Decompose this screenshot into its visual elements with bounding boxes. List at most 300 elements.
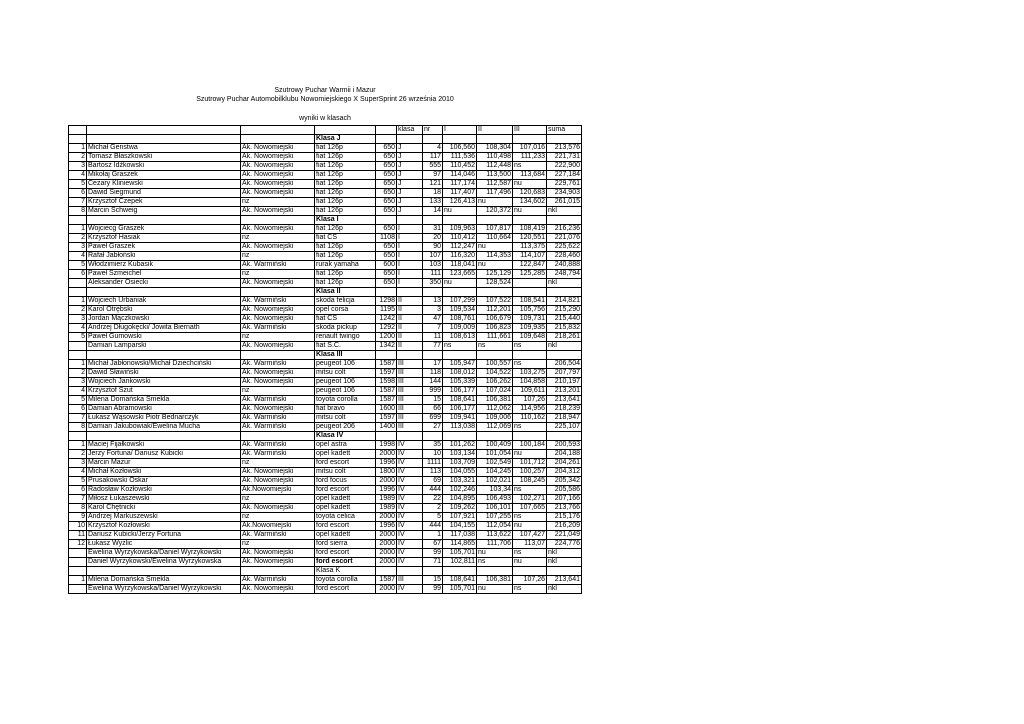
cell-total: 213,641 <box>547 396 582 405</box>
cell-capacity: 1600 <box>376 405 397 414</box>
table-row <box>69 333 582 342</box>
cell-total: 248,794 <box>547 270 582 279</box>
cell-class: II <box>397 342 423 351</box>
table-row <box>69 324 582 333</box>
cell-run-1: 108,761 <box>443 315 477 324</box>
cell-run-1: 103,709 <box>443 459 477 468</box>
empty-cell <box>443 351 477 360</box>
empty-cell <box>69 567 87 576</box>
cell-run-2: 113,500 <box>477 171 513 180</box>
cell-driver: Damian Jakubowiak/Ewelina Mucha <box>87 423 241 432</box>
cell-capacity: 1989 <box>376 504 397 513</box>
cell-run-1: 108,641 <box>443 576 477 585</box>
cell-club: Ak.Nowomiejski <box>241 486 315 495</box>
cell-number: 10 <box>423 450 443 459</box>
cell-run-1: 103,134 <box>443 450 477 459</box>
document-title: Szutrowy Puchar Warmii i Mazur <box>274 87 376 94</box>
cell-run-2: nu <box>477 243 513 252</box>
cell-car: skoda pickup <box>315 324 376 333</box>
cell-class: III <box>397 378 423 387</box>
table-row <box>69 144 582 153</box>
empty-cell <box>241 432 315 441</box>
cell-total: 261,015 <box>547 198 582 207</box>
empty-cell <box>423 351 443 360</box>
empty-cell <box>443 216 477 225</box>
cell-run-2: 112,069 <box>477 423 513 432</box>
table-row <box>69 441 582 450</box>
cell-capacity: 1242 <box>376 315 397 324</box>
class-label: Klasa III <box>315 351 376 360</box>
cell-total: 229,761 <box>547 180 582 189</box>
cell-number: 107 <box>423 252 443 261</box>
cell-position: 8 <box>69 504 87 513</box>
cell-car: fiat 126p <box>315 171 376 180</box>
cell-run-1: 104,895 <box>443 495 477 504</box>
cell-capacity: 1298 <box>376 297 397 306</box>
cell-driver: Paweł Graszek <box>87 243 241 252</box>
cell-car: peugeot 106 <box>315 378 376 387</box>
empty-cell <box>241 216 315 225</box>
class-header-row <box>69 288 582 297</box>
cell-class: III <box>397 576 423 585</box>
cell-car: ford escort <box>315 522 376 531</box>
cell-capacity: 650 <box>376 243 397 252</box>
cell-car: opel kadett <box>315 531 376 540</box>
table-row <box>69 405 582 414</box>
cell-run-2: 120,372 <box>477 207 513 216</box>
cell-total: nkl <box>547 207 582 216</box>
empty-cell <box>443 567 477 576</box>
cell-number: 444 <box>423 522 443 531</box>
cell-class: IV <box>397 558 423 567</box>
table-row <box>69 549 582 558</box>
cell-capacity: 2000 <box>376 450 397 459</box>
cell-position: 1 <box>69 297 87 306</box>
table-row <box>69 513 582 522</box>
cell-run-2: ns <box>477 342 513 351</box>
cell-run-2: 110,498 <box>477 153 513 162</box>
cell-position: 4 <box>69 387 87 396</box>
cell-class: IV <box>397 585 423 594</box>
cell-driver: Karol Otrębski <box>87 306 241 315</box>
cell-total: 225,107 <box>547 423 582 432</box>
cell-capacity: 1996 <box>376 522 397 531</box>
cell-car: skoda felicja <box>315 297 376 306</box>
table-row <box>69 279 582 288</box>
table-row <box>69 531 582 540</box>
empty-cell <box>547 135 582 144</box>
cell-capacity: 1597 <box>376 414 397 423</box>
cell-run-2: 112,054 <box>477 522 513 531</box>
cell-position: 11 <box>69 531 87 540</box>
cell-driver: Paweł Szmeichel <box>87 270 241 279</box>
cell-capacity: 1342 <box>376 342 397 351</box>
cell-capacity: 2000 <box>376 585 397 594</box>
cell-total: 207,166 <box>547 495 582 504</box>
cell-position: 1 <box>69 144 87 153</box>
cell-total: 221,049 <box>547 531 582 540</box>
cell-run-3: 109,611 <box>513 387 547 396</box>
empty-cell <box>397 351 423 360</box>
cell-class: IV <box>397 450 423 459</box>
cell-class: I <box>397 279 423 288</box>
cell-club: Ak.Nowomiejski <box>241 522 315 531</box>
cell-class: IV <box>397 441 423 450</box>
cell-total: 213,766 <box>547 504 582 513</box>
cell-position: 5 <box>69 180 87 189</box>
empty-cell <box>397 288 423 297</box>
cell-run-2: 111,706 <box>477 540 513 549</box>
cell-car: toyota corolla <box>315 576 376 585</box>
cell-class: III <box>397 369 423 378</box>
cell-car: opel astra <box>315 441 376 450</box>
cell-driver: Andrzej Długokęcki/ Jowita Biernath <box>87 324 241 333</box>
cell-driver: Paweł Gumowski <box>87 333 241 342</box>
cell-run-2: 106,262 <box>477 378 513 387</box>
cell-total: 213,201 <box>547 387 582 396</box>
cell-driver: Karol Chętnicki <box>87 504 241 513</box>
cell-run-1: 109,534 <box>443 306 477 315</box>
empty-cell <box>376 351 397 360</box>
cell-club: nz <box>241 387 315 396</box>
cell-club: Ak. Warmiński <box>241 297 315 306</box>
cell-run-2: 102,021 <box>477 477 513 486</box>
cell-club: Ak. Nowomiejski <box>241 369 315 378</box>
cell-car: toyota corolla <box>315 396 376 405</box>
cell-capacity: 1195 <box>376 306 397 315</box>
empty-cell <box>423 288 443 297</box>
empty-cell <box>397 216 423 225</box>
document-subtitle: Szutrowy Puchar Automobilklubu Nowomiejskiego X SuperSprint 26 września 2010 <box>196 96 454 103</box>
cell-run-1: ns <box>443 342 477 351</box>
cell-position: 9 <box>69 513 87 522</box>
cell-run-2: nu <box>477 585 513 594</box>
table-row <box>69 468 582 477</box>
empty-cell <box>376 288 397 297</box>
cell-number: 144 <box>423 378 443 387</box>
table-row <box>69 486 582 495</box>
cell-car: toyota celica <box>315 513 376 522</box>
cell-club: nz <box>241 333 315 342</box>
cell-class: I <box>397 270 423 279</box>
cell-position: 7 <box>69 414 87 423</box>
cell-class: III <box>397 423 423 432</box>
cell-capacity: 2000 <box>376 558 397 567</box>
cell-run-3: ns <box>513 549 547 558</box>
cell-capacity: 650 <box>376 270 397 279</box>
cell-run-3: ns <box>513 486 547 495</box>
cell-capacity: 1108 <box>376 234 397 243</box>
cell-car: mitsu colt <box>315 414 376 423</box>
cell-total: 204,188 <box>547 450 582 459</box>
cell-number: 35 <box>423 441 443 450</box>
empty-cell <box>397 432 423 441</box>
cell-run-2: 106,493 <box>477 495 513 504</box>
cell-position: 2 <box>69 153 87 162</box>
cell-driver: Michał Kozłowski <box>87 468 241 477</box>
cell-total: 207,797 <box>547 369 582 378</box>
cell-club: Ak. Nowomiejski <box>241 207 315 216</box>
cell-number: 67 <box>423 540 443 549</box>
cell-run-1: 102,246 <box>443 486 477 495</box>
cell-number: 1 <box>423 531 443 540</box>
empty-cell <box>547 567 582 576</box>
cell-run-3: ns <box>513 423 547 432</box>
empty-cell <box>513 216 547 225</box>
empty-cell <box>547 216 582 225</box>
empty-cell <box>241 288 315 297</box>
cell-total: nkl <box>547 585 582 594</box>
cell-position: 2 <box>69 234 87 243</box>
cell-number: 15 <box>423 396 443 405</box>
cell-club: Ak. Nowomiejski <box>241 189 315 198</box>
cell-club: nz <box>241 252 315 261</box>
cell-run-1: 117,407 <box>443 189 477 198</box>
cell-capacity: 650 <box>376 198 397 207</box>
empty-cell <box>241 351 315 360</box>
cell-club: Ak. Warmiński <box>241 423 315 432</box>
cell-club: Ak. Nowomiejski <box>241 477 315 486</box>
cell-total: 216,236 <box>547 225 582 234</box>
cell-position: 4 <box>69 468 87 477</box>
cell-position: 3 <box>69 243 87 252</box>
empty-cell <box>69 288 87 297</box>
cell-car: fiat 126p <box>315 153 376 162</box>
empty-cell <box>69 216 87 225</box>
results-table <box>68 125 582 594</box>
cell-driver: Milena Domańska Smekla <box>87 396 241 405</box>
cell-club: Ak. Nowomiejski <box>241 585 315 594</box>
empty-cell <box>477 288 513 297</box>
cell-club: Ak. Warmiński <box>241 576 315 585</box>
cell-capacity: 1587 <box>376 360 397 369</box>
cell-run-1: 105,339 <box>443 378 477 387</box>
cell-club: Ak. Warmiński <box>241 414 315 423</box>
cell-car: rurak yamaha <box>315 261 376 270</box>
cell-run-3: nu <box>513 450 547 459</box>
cell-run-3: nu <box>513 558 547 567</box>
cell-run-1: 106,177 <box>443 387 477 396</box>
cell-driver: Maciej Fijałkowski <box>87 441 241 450</box>
cell-class: III <box>397 360 423 369</box>
cell-club: Ak. Warmiński <box>241 441 315 450</box>
cell-capacity: 650 <box>376 189 397 198</box>
cell-club: Ak. Nowomiejski <box>241 549 315 558</box>
empty-cell <box>513 432 547 441</box>
cell-driver: Tomasz Błaszkowski <box>87 153 241 162</box>
cell-number: 133 <box>423 198 443 207</box>
cell-total: 215,290 <box>547 306 582 315</box>
cell-number: 15 <box>423 576 443 585</box>
cell-run-2: 107,024 <box>477 387 513 396</box>
cell-position <box>69 585 87 594</box>
cell-driver: Krzysztof Czepek <box>87 198 241 207</box>
cell-class: III <box>397 387 423 396</box>
cell-capacity: 650 <box>376 171 397 180</box>
cell-position: 1 <box>69 576 87 585</box>
cell-number: 20 <box>423 234 443 243</box>
cell-car: peugeot 206 <box>315 423 376 432</box>
cell-total: 206,504 <box>547 360 582 369</box>
cell-run-1: 110,452 <box>443 162 477 171</box>
cell-capacity: 600 <box>376 261 397 270</box>
cell-capacity: 650 <box>376 153 397 162</box>
cell-total: 200,593 <box>547 441 582 450</box>
cell-class: J <box>397 162 423 171</box>
cell-capacity: 2000 <box>376 477 397 486</box>
header-driver <box>87 126 241 135</box>
cell-class: I <box>397 234 423 243</box>
cell-total: 216,209 <box>547 522 582 531</box>
header-total: suma <box>547 126 582 135</box>
cell-car: fiat 126p <box>315 162 376 171</box>
cell-run-3: 107,26 <box>513 396 547 405</box>
cell-car: fiat 126p <box>315 279 376 288</box>
table-row <box>69 423 582 432</box>
class-header-row <box>69 432 582 441</box>
cell-run-2: 102,549 <box>477 459 513 468</box>
cell-car: fiat CS <box>315 315 376 324</box>
cell-run-2: 112,201 <box>477 306 513 315</box>
cell-position <box>69 558 87 567</box>
cell-driver: Włodzimierz Kubasik <box>87 261 241 270</box>
cell-club: Ak. Warmiński <box>241 531 315 540</box>
cell-car: ford escort <box>315 549 376 558</box>
cell-car: fiat 126p <box>315 198 376 207</box>
cell-driver: Michał Jabłonowski/Michał Dziechciński <box>87 360 241 369</box>
cell-run-3: 114,956 <box>513 405 547 414</box>
cell-run-1: 108,641 <box>443 396 477 405</box>
header-run-2: II <box>477 126 513 135</box>
cell-run-3: 108,419 <box>513 225 547 234</box>
cell-run-2: ns <box>477 558 513 567</box>
cell-capacity: 650 <box>376 252 397 261</box>
cell-position <box>69 342 87 351</box>
cell-run-3: ns <box>513 585 547 594</box>
cell-position: 2 <box>69 306 87 315</box>
header-run-3: III <box>513 126 547 135</box>
cell-run-1: 118,041 <box>443 261 477 270</box>
cell-position: 1 <box>69 225 87 234</box>
cell-number: 113 <box>423 468 443 477</box>
cell-driver: Ewelina Wyrzykowska/Daniel Wyrzykowski <box>87 585 241 594</box>
cell-class: IV <box>397 459 423 468</box>
cell-driver: Radosław Kozłowski <box>87 486 241 495</box>
cell-capacity: 650 <box>376 144 397 153</box>
cell-car: peugeot 106 <box>315 387 376 396</box>
cell-class: IV <box>397 477 423 486</box>
cell-club: Ak. Nowomiejski <box>241 504 315 513</box>
cell-driver: Wojciech Urbaniak <box>87 297 241 306</box>
cell-capacity: 650 <box>376 207 397 216</box>
cell-driver: Cezary Kliniewski <box>87 180 241 189</box>
cell-club: Ak. Nowomiejski <box>241 180 315 189</box>
cell-position: 7 <box>69 198 87 207</box>
cell-total: nkl <box>547 342 582 351</box>
cell-number: 5 <box>423 513 443 522</box>
empty-cell <box>397 567 423 576</box>
cell-run-3: 107,665 <box>513 504 547 513</box>
table-row <box>69 153 582 162</box>
cell-number: 7 <box>423 324 443 333</box>
cell-number: 444 <box>423 486 443 495</box>
cell-run-1: 105,701 <box>443 585 477 594</box>
cell-number: 999 <box>423 387 443 396</box>
cell-run-3: 100,257 <box>513 468 547 477</box>
cell-run-3: 134,602 <box>513 198 547 207</box>
cell-capacity: 1587 <box>376 576 397 585</box>
cell-run-3: 108,245 <box>513 477 547 486</box>
cell-car: ford escort <box>315 585 376 594</box>
table-row <box>69 207 582 216</box>
cell-number: 111 <box>423 270 443 279</box>
cell-club: Ak. Nowomiejski <box>241 405 315 414</box>
cell-total: 204,312 <box>547 468 582 477</box>
table-row <box>69 522 582 531</box>
cell-run-1: 116,320 <box>443 252 477 261</box>
cell-run-2: 103,34 <box>477 486 513 495</box>
cell-driver: Rafał Jabłoński <box>87 252 241 261</box>
table-row <box>69 495 582 504</box>
table-row <box>69 342 582 351</box>
cell-position: 3 <box>69 162 87 171</box>
cell-capacity: 2000 <box>376 549 397 558</box>
cell-run-3: nu <box>513 522 547 531</box>
cell-driver: Damian Lamparski <box>87 342 241 351</box>
cell-club: nz <box>241 495 315 504</box>
cell-club: nz <box>241 459 315 468</box>
table-row <box>69 252 582 261</box>
cell-total: 218,239 <box>547 405 582 414</box>
cell-driver: Krzysztof Szut <box>87 387 241 396</box>
header-class: klasa <box>397 126 423 135</box>
cell-capacity: 1996 <box>376 486 397 495</box>
cell-capacity: 2000 <box>376 531 397 540</box>
cell-capacity: 1292 <box>376 324 397 333</box>
cell-run-1: 126,413 <box>443 198 477 207</box>
cell-position: 2 <box>69 450 87 459</box>
cell-capacity: 2000 <box>376 540 397 549</box>
cell-number: 117 <box>423 153 443 162</box>
cell-car: opel kadett <box>315 450 376 459</box>
cell-capacity: 1996 <box>376 459 397 468</box>
cell-run-1: 110,412 <box>443 234 477 243</box>
cell-number: 14 <box>423 207 443 216</box>
cell-club: Ak. Nowomiejski <box>241 342 315 351</box>
cell-club: nz <box>241 234 315 243</box>
cell-run-2: 107,522 <box>477 297 513 306</box>
empty-cell <box>69 135 87 144</box>
cell-car: fiat 126p <box>315 225 376 234</box>
cell-class: II <box>397 306 423 315</box>
cell-capacity: 1597 <box>376 369 397 378</box>
cell-run-2: 106,679 <box>477 315 513 324</box>
cell-club: Ak. Nowomiejski <box>241 153 315 162</box>
cell-club: Ak. Nowomiejski <box>241 171 315 180</box>
class-label: Klasa J <box>315 135 376 144</box>
cell-run-3: 125,285 <box>513 270 547 279</box>
cell-car: fiat 126p <box>315 252 376 261</box>
empty-cell <box>376 432 397 441</box>
cell-car: fiat S.C. <box>315 342 376 351</box>
cell-run-3: 114,107 <box>513 252 547 261</box>
cell-run-1: 106,560 <box>443 144 477 153</box>
table-row <box>69 576 582 585</box>
cell-total: 234,903 <box>547 189 582 198</box>
empty-cell <box>423 567 443 576</box>
cell-position: 6 <box>69 189 87 198</box>
cell-number: 121 <box>423 180 443 189</box>
